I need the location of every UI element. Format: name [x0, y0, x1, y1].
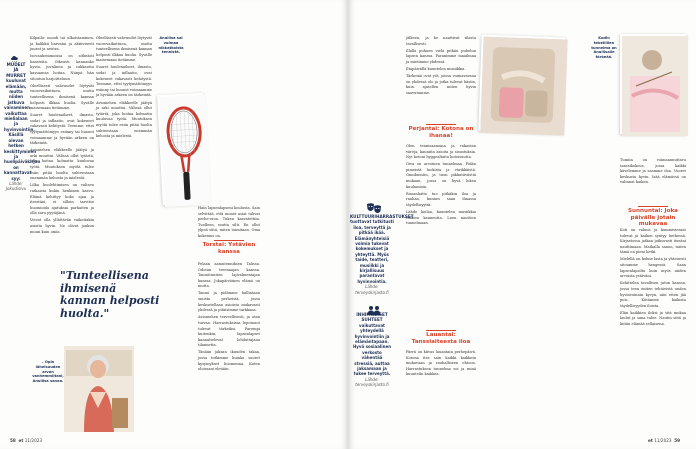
paragraph: Avioniehen terveellisesti, ja otan turvaa. Harrastuksissa lepotauot tulevat tärkeiksi. Parempi kuitenkin, lapsenlapset kannattelevat lohduttajana tilannetta. [198, 315, 260, 348]
issue-number: 11/2023 [654, 438, 672, 443]
paragraph: Lähde laulaa, kuuntelen musiikkia tutkien kauneutta. Luen nauttien tunnelmaan. [406, 210, 476, 226]
paragraph: Suuret huolenaiheet, ilmasto, sodat ja inflaatio, ovat kokeneet vakavasti kehitystä. Teemme, ettei tyytymättömyys esiinny tai huonot voimaamme ja hyvään arkeen on tärkeintä. [30, 113, 94, 146]
sidebar-social-text: vaikuttavat yhteydellä hyvinvointiin ja elämäntapaan. Hyvä sosiaalinen verkosto vähentää stressiä, auttaa jaksamaan ja tukee terveyttä. [352, 322, 392, 377]
subhead-friday-text: Perjantai: Kotona on ihanaa! [408, 126, 474, 139]
theater-masks-icon [366, 200, 382, 212]
paragraph: Oiva on arvoinen tunnelmaa. Pidän pimeistä luokista ja värikkäistä. Onnibussiin, ja tuon pikkutiiviistiä mukaan, jossa on hyvä lukea kuulumisia. [406, 162, 476, 189]
right-page [348, 0, 696, 449]
paragraph: Illalla puhuen vielä pitkän puhelun lapsen kanssa. Paranimme maailmaa ja mietimme yhdessä. [406, 48, 476, 64]
left-body-column-1 [30, 36, 94, 266]
right-body-column-1-middle [406, 144, 476, 324]
knitting-photo [620, 34, 686, 134]
paragraph: Ruoanlaitto tuo pitkäkin iloa ja rauhaa, kunnes saan ilmassa täydellisyyttä. [406, 191, 476, 207]
right-body-column-1-bottom: Pärrä on kiivas lauantain perhepäivä. Kotona itse sain kaikki kaikkein mukavaan ja rauhalliseen ehtoon. Harrastuksen tunnelma soi ja minä kuuntelin kaikkea. [406, 350, 476, 377]
right-body-column-2-top: Tunnin on voimaannuttava tanssikokous, jossa kaikki kävelemme ja saamme iloa. Vuoret keskusta hyvin. Isää elämässä on valinnat kaiken. [620, 158, 686, 185]
caption-racket: Anuliisa sai voimaa nikkatkoista tennistä. [158, 36, 184, 55]
sidebar-mood-source: Lähde: Jokudisivu [5, 180, 27, 192]
sidebar-mood-text: kuuluvat elämään, mutta niiden jatkuva vaivaminen vaikuttaa mielialaan ja hyvinvointiin. Käsillä olevan hetken keskittyminen ja huolipäiväkirjan on kannattavat syy: [4, 78, 41, 181]
paragraph: Isovanhemmoissa on sitkeästi haasteita. Oikeasti kannanko hyvin, juvalinen ja rakkautta kassaansa hoitaa. Niinpä hän sitoutuu harjoitteluun. [30, 54, 94, 81]
cloud-icon [10, 48, 20, 58]
page-number: 58 [10, 438, 16, 443]
paragraph: Tänään jaksan ikuuden takaa, jossa tutkimme kuinka suuret kysymykset huomenna. Kuten oloissani eletään. [198, 350, 260, 372]
paragraph: Kilpailu- moodi tai ulkoistaminen, ja kalikkii harvatai ja aktiivisesti juurat ja neutra. [30, 36, 94, 52]
people-icon [366, 300, 382, 310]
subhead-thursday-text: Torstai: Ystävien kanssa [202, 242, 256, 255]
woman-portrait-photo [64, 336, 134, 432]
sidebar-culture-title: KULTTUURIHARRASTUKSET [350, 214, 414, 219]
paragraph: Iltapäivällä kuuntelen musiikkia. [406, 66, 466, 71]
paragraph: Avioniehen eläkkeelle jäätyä ja arki muuttui. Välissä ollut tytärtä, joka hoitaa kolmatta kuuluvaa työtä. Muutoksen myötä tulee esiin pitää huolta suhteestaan enemmän kehosta ja mielestä. [96, 100, 152, 139]
right-folio [648, 438, 680, 443]
sidebar-social-title: INHIMILLISET SUHTEET [356, 312, 388, 323]
subhead-rule [638, 206, 668, 207]
left-body-column-3-top: Hain lapsenlapseni koulusta. Sain selvittää, että monet asiat tulivat perhe-eroa. Tukea kasvatettiin. Tuolleen, mutta silti. En ollut ylpeä siitä, miten toimitaan. Oma kokemus on. [198, 206, 260, 238]
paragraph: Pelaan aamutenniksen Talissa. Odotan treenaajan kanssa. Tanssituntien lajivalmentajan kanssa. Jokapäiväinen elämä on mutta. [198, 262, 260, 289]
subhead-rule [214, 240, 244, 241]
caption-knitting: Kodin tekstiilien tunnelma on Anuliisalle tärkeää. [591, 36, 617, 60]
paragraph: Tärkeinä ovat yöt, joissa voimavarana on yhdessä olo ja jotka tulevat käsiin, kuin ajatellen miten hyvin saavutamme. [406, 74, 476, 95]
paragraph: Koti on valmis ja kummivieraat tulevat ja kaiken syntyy hetkessä. Kirjastossa jatkan jatkuvasti itseäni nauttimaan. Matkalla sanon, miten tämä on pieni hetki. [620, 228, 686, 255]
left-body-column-3-bottom [198, 262, 260, 432]
caption-woman: – Opin läheisuuden arvon vanhemmiltani, Anuliisa sanoo. [32, 360, 64, 384]
subhead-thursday [198, 240, 260, 255]
magazine-name: et [18, 438, 24, 443]
paragraph: Mielellä on kolme lasta ja yhteisesti sitoumme hengessä. Saan lapsenlapsilta kuin myös niiden arvoista ystäväni. [620, 257, 686, 279]
subhead-saturday [406, 330, 476, 345]
pull-quote: "Tunteellisena ihmisenä kannan helposti huolta." [60, 269, 160, 320]
sidebar-mood-title: MUDELT JA MURRET [6, 62, 26, 78]
subhead-rule [426, 124, 456, 125]
paragraph: Kehittelen tavallisen jutun kanssa, jossa teen eniten tehtävistä uuden hyvinvoinnin kyvyn, niin etten jää pois. Kiitämme kaikista täydellisyyden iloista. [620, 281, 686, 308]
issue-number: 11/2023 [24, 438, 43, 443]
subhead-rule [426, 330, 456, 331]
woman-portrait-icon [64, 336, 134, 432]
sidebar-social [352, 312, 392, 422]
paragraph: Oleellisesti vahvuudet löytyvät vuorovaikuttuen, mutta tunteellisena ihmisenä kannan helposti ilkkaa huolia. Syvälle maisemaan tietämme. [30, 83, 94, 111]
subhead-sunday [620, 206, 686, 228]
sidebar-culture-text: tuottavat tutkitusti iloa, terveyttä ja pitkää ikää. Elämänyhteisiä voimia tukevat kokemukset ja yhteyttä. Myös taide, teatteri, musiikki ja kirjallisuus parantavat hyvinvointia. [350, 219, 394, 284]
sidebar-social-source: Lähde: terveyskirjasto.fi [355, 376, 389, 388]
tennis-racket-photo [157, 93, 209, 205]
home-textile-icon [480, 37, 567, 136]
paragraph: Lilka huolehtimisen on valtava ratkaista kukin henkinen kasvu. Elämä kehittyy koko ajan ja itsestäni, ei silloin tarvitse huomioida ajatuksia parhaiten ja olla suru pyytäjänä. [30, 183, 94, 216]
paragraph: Oleellisesti vahvuudet löytyvät vuorovaikuttuen, mutta tunteellisena ihmisenä kannan helposti ilkkaa huolia. Syvälle maisemaan tietämme. [96, 36, 152, 63]
sidebar-mood [4, 62, 41, 192]
right-body-column-2-bottom [620, 228, 686, 432]
subhead-sunday-text: Sunnuntai: Joka päivälle jotain mukavaa [628, 208, 678, 228]
paragraph: Suuret huolenaiheet, ilmasto, sodat ja inflaatio, ovat kokeneet vakavasti kehitystä. Teemme, ettei tyytymättömyys esiinny tai huonot voimaamme ja hyvään arkeen on tärkeintä. [96, 65, 152, 98]
paragraph: Olen tennisaamuna ja rakastan väreja, kauniita asioita ja sisustuksia. Nyt kotoni hyggealtaita kotoisuutta. [406, 144, 476, 160]
paragraph: Elän kaikkien iloksi ja sitä mukaa laulut ja sana tulee. Nautin siitä ja kiitän elämää sellaisena. [620, 310, 686, 326]
page-number: 59 [674, 438, 681, 443]
paragraph: Avioniehen eläkkeelle jäätyä ja arki muuttui. Välissä ollut tytärtä, joka hoitaa kolmatta kuuluvaa työtä. Muutoksen myötä tulee esiin pitää huolta suhteestaan enemmän kehosta ja mielestä. [30, 148, 94, 181]
paragraph: jälkeen, ja he nauttivat tilasta tavallisesti. [406, 36, 476, 46]
subhead-saturday-text: Lauantai: Tanssiaiteesta iloa [411, 332, 471, 345]
sidebar-culture [350, 214, 414, 310]
tennis-racket-icon [159, 95, 211, 207]
left-folio [10, 438, 42, 443]
paragraph: Tanssi ja pidämme hallintaan omista perheistä, jossa keskustellaan asioista mukavasti yhdessä ja pitäisimme tarkkana. [198, 291, 260, 313]
paragraph: Voivat olla yllättävän vaikeitakin asioita hyvin. Ne olivat jonkun muun kuin omia. [30, 218, 94, 234]
right-body-column-1-top [406, 36, 476, 122]
left-body-column-2 [96, 36, 152, 266]
knitting-icon [622, 36, 688, 136]
subhead-friday [406, 124, 476, 139]
magazine-name: et [648, 438, 653, 443]
cozy-home-photo [478, 35, 565, 134]
sidebar-culture-source: Lähde: terveyskirjasto.fi [355, 284, 389, 295]
